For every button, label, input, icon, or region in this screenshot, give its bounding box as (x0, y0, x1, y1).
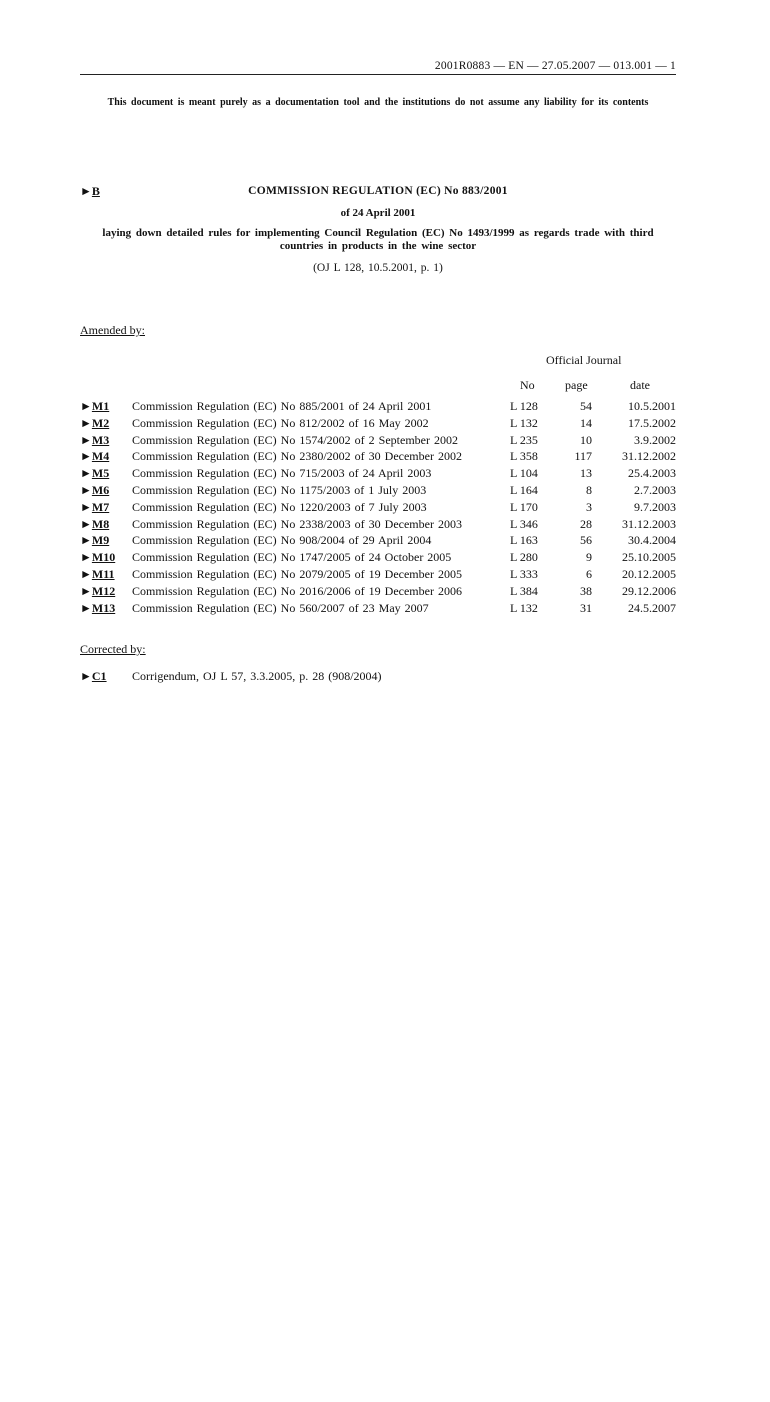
oj-page: 117 (574, 449, 592, 464)
oj-page: 9 (586, 550, 592, 565)
oj-number: L 170 (510, 499, 538, 514)
amendments-list (80, 398, 680, 616)
amendment-description: Commission Regulation (EC) No 908/2004 of 29 April 2004 (132, 533, 432, 548)
oj-date: 25.10.2005 (622, 550, 676, 565)
arrow-icon: ► (80, 415, 92, 430)
oj-number: L 333 (510, 566, 538, 581)
amendment-marker[interactable] (80, 448, 109, 465)
title-block (80, 184, 676, 275)
column-header-date: date (630, 378, 650, 392)
arrow-icon: ► (80, 499, 92, 514)
oj-date: 20.12.2005 (622, 566, 676, 581)
table-row (80, 448, 680, 465)
oj-number: L 346 (510, 516, 538, 531)
oj-number: L 128 (510, 399, 538, 413)
amendment-description: Commission Regulation (EC) No 2338/2003 of 30 December 2003 (132, 516, 462, 531)
table-row (80, 415, 680, 432)
amendment-marker[interactable] (80, 532, 109, 549)
arrow-icon: ► (80, 432, 92, 447)
amendment-code-link[interactable]: M2 (91, 415, 110, 430)
table-row (80, 600, 680, 617)
amendment-code-link[interactable]: M13 (91, 600, 116, 615)
amendment-code-link[interactable]: M7 (91, 499, 110, 514)
oj-number: L 164 (510, 482, 538, 497)
amendment-description: Commission Regulation (EC) No 1747/2005 of 24 October 2005 (132, 550, 452, 565)
list-item (80, 668, 680, 685)
amendment-code-link[interactable]: M5 (91, 466, 110, 481)
amendment-code-link[interactable]: M12 (91, 583, 116, 598)
oj-reference: (OJ L 128, 10.5.2001, p. 1) (313, 262, 443, 274)
oj-number: L 235 (510, 432, 538, 447)
oj-page: 38 (580, 583, 592, 598)
header-divider (80, 74, 676, 75)
oj-date: 31.12.2003 (622, 516, 676, 531)
amendment-marker[interactable] (80, 566, 115, 583)
arrow-icon: ► (80, 550, 92, 565)
oj-date: 2.7.2003 (634, 482, 676, 497)
oj-date: 24.5.2007 (628, 600, 676, 615)
amendment-code-link[interactable]: M4 (91, 449, 110, 464)
oj-date: 29.12.2006 (622, 583, 676, 598)
corrected-by-heading: Corrected by: (80, 642, 146, 656)
amendment-marker[interactable] (80, 549, 115, 566)
table-row (80, 566, 680, 583)
amendment-code-link[interactable]: M11 (91, 566, 115, 581)
amendment-code-link[interactable]: M6 (91, 482, 110, 497)
regulation-date: of 24 April 2001 (340, 207, 416, 219)
table-row (80, 583, 680, 600)
oj-page: 14 (580, 415, 592, 430)
oj-date: 17.5.2002 (628, 415, 676, 430)
amendment-description: Commission Regulation (EC) No 1220/2003 of 7 July 2003 (132, 499, 427, 514)
table-row (80, 398, 680, 415)
arrow-icon: ► (80, 516, 92, 531)
amendment-marker[interactable] (80, 432, 109, 449)
table-row (80, 482, 680, 499)
oj-number: L 163 (510, 533, 538, 548)
amendment-marker[interactable] (80, 398, 109, 415)
table-row (80, 516, 680, 533)
correction-description: Corrigendum, OJ L 57, 3.3.2005, p. 28 (908/2004) (132, 669, 382, 683)
amendment-code-link[interactable]: M10 (91, 550, 116, 565)
amendment-marker[interactable] (80, 516, 109, 533)
oj-number: L 132 (510, 600, 538, 615)
table-row (80, 532, 680, 549)
arrow-icon: ► (80, 482, 92, 497)
correction-code-link[interactable]: C1 (91, 669, 107, 683)
arrow-icon: ► (80, 466, 92, 481)
arrow-icon: ► (80, 600, 92, 615)
amendment-description: Commission Regulation (EC) No 885/2001 of 24 April 2001 (132, 399, 432, 413)
amendment-marker[interactable] (80, 600, 115, 617)
oj-number: L 104 (510, 466, 538, 481)
oj-page: 6 (586, 566, 592, 581)
oj-number: L 358 (510, 449, 538, 464)
correction-marker[interactable] (80, 668, 107, 685)
oj-date: 30.4.2004 (628, 533, 676, 548)
column-header-page: page (565, 378, 588, 392)
column-header-no: No (520, 378, 535, 392)
arrow-icon: ► (80, 449, 92, 464)
arrow-icon: ► (80, 566, 92, 581)
oj-date: 9.7.2003 (634, 499, 676, 514)
amendment-description: Commission Regulation (EC) No 2079/2005 of 19 December 2005 (132, 566, 462, 581)
oj-page: 56 (580, 533, 592, 548)
amendment-marker[interactable] (80, 482, 109, 499)
amendment-description: Commission Regulation (EC) No 560/2007 of 23 May 2007 (132, 600, 429, 615)
table-row (80, 499, 680, 516)
oj-page: 13 (580, 466, 592, 481)
amendment-description: Commission Regulation (EC) No 2016/2006 of 19 December 2006 (132, 583, 462, 598)
amendment-description: Commission Regulation (EC) No 1175/2003 of 1 July 2003 (132, 482, 427, 497)
regulation-subject: laying down detailed rules for implementing Council Regulation (EC) No 1493/1999 as regards trade with third countries in products in the wine sector (102, 227, 654, 252)
table-row (80, 465, 680, 482)
amendment-marker[interactable] (80, 415, 109, 432)
document-reference: 2001R0883 — EN — 27.05.2007 — 013.001 — 1 (434, 60, 676, 72)
oj-number: L 132 (510, 415, 538, 430)
amendment-code-link[interactable]: M1 (91, 399, 110, 413)
oj-page: 8 (586, 482, 592, 497)
oj-date: 10.5.2001 (628, 399, 676, 413)
arrow-icon: ► (80, 184, 92, 198)
oj-page: 31 (580, 600, 592, 615)
arrow-icon: ► (80, 583, 92, 598)
amendment-code-link[interactable]: M9 (91, 533, 110, 548)
amendment-description: Commission Regulation (EC) No 2380/2002 of 30 December 2002 (132, 449, 462, 464)
oj-date: 3.9.2002 (634, 432, 676, 447)
amendment-code-link[interactable]: M3 (91, 432, 110, 447)
oj-number: L 384 (510, 583, 538, 598)
table-row (80, 432, 680, 449)
arrow-icon: ► (80, 533, 92, 548)
oj-date: 31.12.2002 (622, 449, 676, 464)
amendment-description: Commission Regulation (EC) No 1574/2002 of 2 September 2002 (132, 432, 458, 447)
arrow-icon: ► (80, 669, 92, 683)
regulation-title: COMMISSION REGULATION (EC) No 883/2001 (248, 185, 508, 197)
amendment-marker[interactable] (80, 583, 115, 600)
table-row (80, 549, 680, 566)
oj-number: L 280 (510, 550, 538, 565)
oj-page: 28 (580, 516, 592, 531)
disclaimer: This document is meant purely as a documentation tool and the institutions do not assume any liability for its contents (107, 97, 649, 108)
amendment-code-link[interactable]: M8 (91, 516, 110, 531)
amendment-description: Commission Regulation (EC) No 715/2003 of 24 April 2003 (132, 466, 432, 481)
official-journal-heading: Official Journal (546, 353, 622, 367)
oj-date: 25.4.2003 (628, 466, 676, 481)
oj-page: 3 (586, 499, 592, 514)
arrow-icon: ► (80, 399, 92, 413)
amended-by-heading: Amended by: (80, 323, 145, 337)
base-marker-link[interactable]: B (91, 184, 100, 198)
amendment-marker[interactable] (80, 499, 109, 516)
amendment-marker[interactable] (80, 465, 109, 482)
oj-page: 54 (580, 399, 592, 413)
oj-page: 10 (580, 432, 592, 447)
amendment-description: Commission Regulation (EC) No 812/2002 of 16 May 2002 (132, 415, 429, 430)
